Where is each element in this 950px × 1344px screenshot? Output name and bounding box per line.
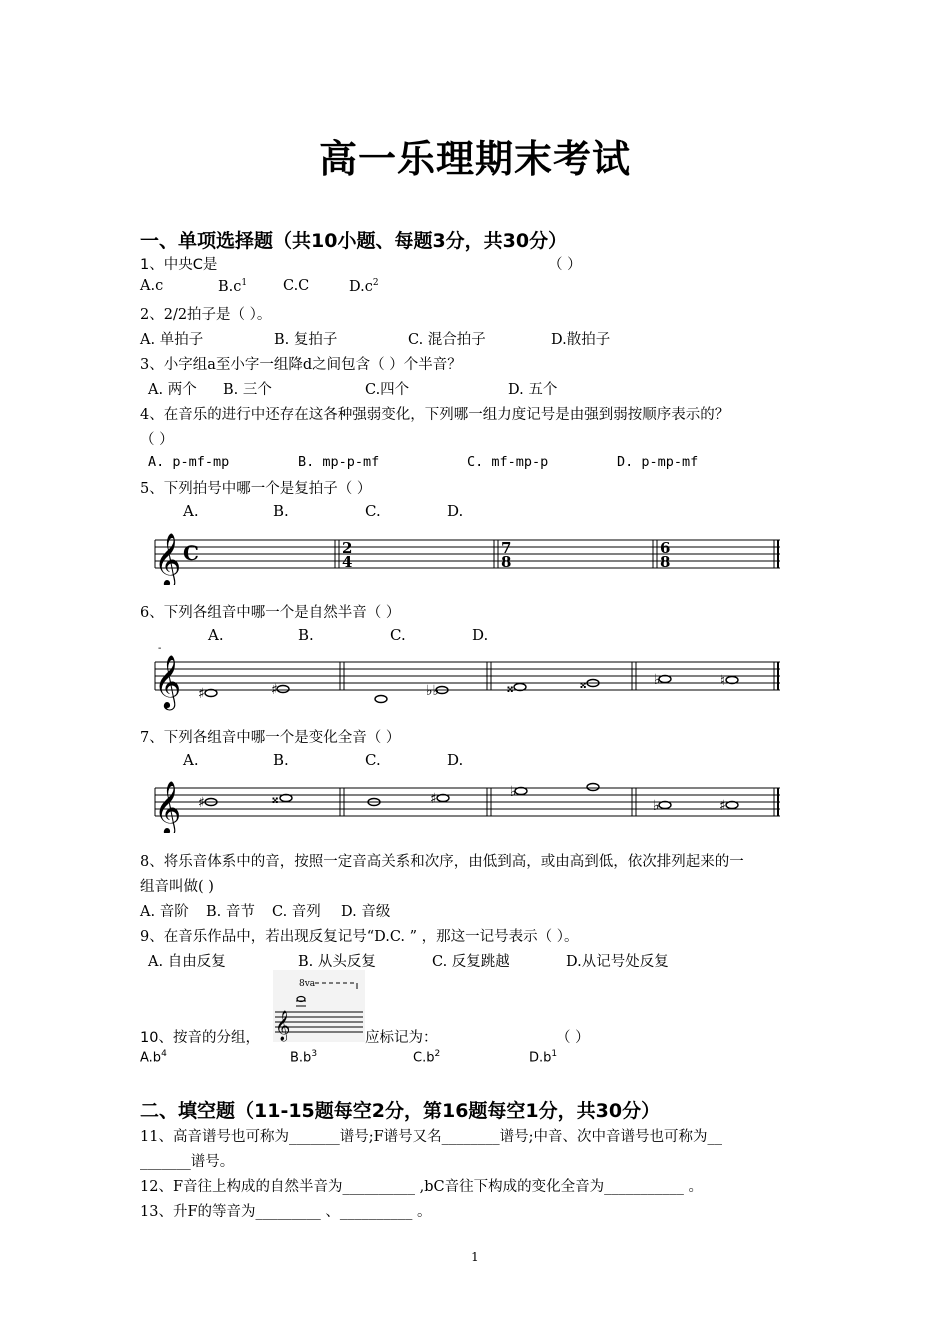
- time-sig-c-bottom: 8: [501, 553, 512, 571]
- double-sharp-icon: 𝄪: [272, 791, 279, 807]
- double-sharp-icon: 𝄪: [580, 676, 587, 692]
- q5-label-c: C.: [365, 502, 381, 520]
- q10-option-c: $C.b^2$: [413, 1049, 441, 1066]
- double-flat-icon: ♭♭: [426, 683, 440, 699]
- q4-text: 4、在音乐的进行中还存在这各种强弱变化，下列哪一组力度记号是由强到弱按顺序表示的？: [140, 407, 730, 423]
- q10-text-pre: 10、按音的分组，: [140, 1030, 260, 1046]
- q9-option-d: D.从记号处反复: [566, 954, 669, 970]
- q3-option-d: D. 五个: [508, 382, 558, 398]
- q6-label-d: D.: [472, 626, 489, 644]
- treble-clef-icon: 𝄞: [154, 532, 182, 585]
- q7-text: 7、下列各组音中哪一个是变化全音（ ）: [140, 730, 401, 746]
- time-sig-b-top: 2: [342, 539, 353, 557]
- q10-option-d: $D.b^1$: [529, 1049, 558, 1066]
- q10-text-post: 应标记为：: [365, 1030, 438, 1046]
- treble-clef-icon: 𝄞: [275, 1011, 291, 1041]
- q1-paren: （ ）: [548, 257, 582, 273]
- treble-clef-icon: 𝄞: [154, 654, 182, 708]
- q5-label-b: B.: [273, 502, 289, 520]
- q5-staff: [150, 525, 785, 585]
- q7-label-c: C.: [365, 751, 381, 769]
- q9-option-b: B. 从头反复: [298, 954, 376, 970]
- q11-text-cont: _______谱号。: [140, 1154, 235, 1170]
- q8-text-cont: 组音叫做( ): [140, 879, 214, 895]
- flat-icon: ♭: [653, 798, 660, 814]
- q9-option-a: A. 自由反复: [148, 954, 226, 970]
- q1-option-a: A.c: [140, 278, 164, 294]
- q12-text: 12、F音往上构成的自然半音为__________ ,bC音往下构成的变化全音为___________ 。: [140, 1179, 703, 1195]
- q5-label-a: A.: [183, 502, 199, 520]
- sharp-icon: ♯: [198, 686, 205, 702]
- q6-label-a: A.: [208, 626, 224, 644]
- q7-label-d: D.: [447, 751, 464, 769]
- q8-option-c: C. 音列: [272, 904, 321, 920]
- sharp-icon: ♯: [198, 795, 205, 811]
- time-sig-common: C: [183, 541, 199, 565]
- sharp-icon: ♯: [430, 791, 437, 807]
- q4-option-b: B. mp-p-mf: [298, 454, 380, 470]
- double-sharp-icon: 𝄪: [507, 680, 514, 696]
- q10-music-image: [273, 970, 365, 1042]
- q4-option-d: D. p-mp-mf: [617, 454, 699, 470]
- flat-icon: ♭: [510, 784, 517, 800]
- q10-option-a: $A.b^4$: [140, 1049, 167, 1066]
- flat-icon: ♭: [654, 672, 661, 688]
- q4-paren: （ ）: [140, 432, 174, 448]
- ottava-mark: 8va: [299, 979, 316, 989]
- q1-text: 1、中央C是: [140, 257, 218, 273]
- q4-option-c: C. mf-mp-p: [467, 454, 549, 470]
- q3-option-c: C.四个: [365, 382, 410, 398]
- section2-heading: 二、填空题（11-15题每空2分，第16题每空1分，共30分）: [140, 1100, 661, 1122]
- q1-option-b: $B.c^1$: [218, 278, 248, 295]
- natural-icon: ♮: [720, 673, 726, 689]
- q2-option-c: C. 混合拍子: [408, 332, 486, 348]
- sharp-icon: ♯: [271, 682, 278, 698]
- q8-option-a: A. 音阶: [140, 904, 189, 920]
- q2-option-b: B. 复拍子: [274, 332, 338, 348]
- q9-option-c: C. 反复跳越: [432, 954, 510, 970]
- q1-option-d: $D.c^2$: [349, 278, 379, 295]
- q7-label-a: A.: [183, 751, 199, 769]
- q6-label-c: C.: [390, 626, 406, 644]
- q8-option-d: D. 音级: [341, 904, 391, 920]
- treble-clef-icon: 𝄞: [154, 780, 182, 833]
- page-number: 1: [471, 1250, 479, 1264]
- q1-option-c: C.C: [283, 278, 310, 294]
- q10-paren: （ ）: [556, 1030, 590, 1046]
- q9-text: 9、在音乐作品中，若出现反复记号“D.C. ” ，那这一记号表示（ ）。: [140, 929, 579, 945]
- q8-text: 8、将乐音体系中的音，按照一定音高关系和次序，由低到高，或由高到低，依次排列起来的一: [140, 854, 744, 870]
- q2-option-d: D.散拍子: [551, 332, 611, 348]
- staff-mark: -: [158, 645, 162, 654]
- q8-option-b: B. 音节: [206, 904, 255, 920]
- q4-option-a: A. p-mf-mp: [148, 454, 230, 470]
- q11-text: 11、高音谱号也可称为_______谱号;F谱号又名________谱号;中音、次中音谱号也可称为__: [140, 1129, 723, 1145]
- q3-option-a: A. 两个: [148, 382, 197, 398]
- time-sig-b-bottom: 4: [342, 553, 353, 571]
- q2-option-a: A. 单拍子: [140, 332, 204, 348]
- q3-text: 3、小字组a至小字一组降d之间包含（ ）个半音？: [140, 357, 462, 373]
- time-sig-c-top: 7: [501, 539, 512, 557]
- q7-staff: [150, 773, 785, 833]
- q6-text: 6、下列各组音中哪一个是自然半音（ ）: [140, 605, 401, 621]
- q13-text: 13、升F的等音为_________ 、__________ 。: [140, 1204, 432, 1220]
- section1-heading: 一、单项选择题（共10小题、每题3分，共30分）: [140, 230, 568, 252]
- q7-label-b: B.: [273, 751, 289, 769]
- q6-label-b: B.: [298, 626, 314, 644]
- q10-option-b: $B.b^3$: [290, 1049, 318, 1066]
- time-sig-d-top: 6: [660, 539, 671, 557]
- q5-text: 5、下列拍号中哪一个是复拍子（ ）: [140, 481, 372, 497]
- q6-staff: [150, 645, 785, 713]
- q5-label-d: D.: [447, 502, 464, 520]
- sharp-icon: ♯: [719, 798, 726, 814]
- time-sig-d-bottom: 8: [660, 553, 671, 571]
- q3-option-b: B. 三个: [223, 382, 272, 398]
- page-title: 高一乐理期末考试: [318, 137, 631, 181]
- q2-text: 2、2/2拍子是（ ）。: [140, 307, 272, 323]
